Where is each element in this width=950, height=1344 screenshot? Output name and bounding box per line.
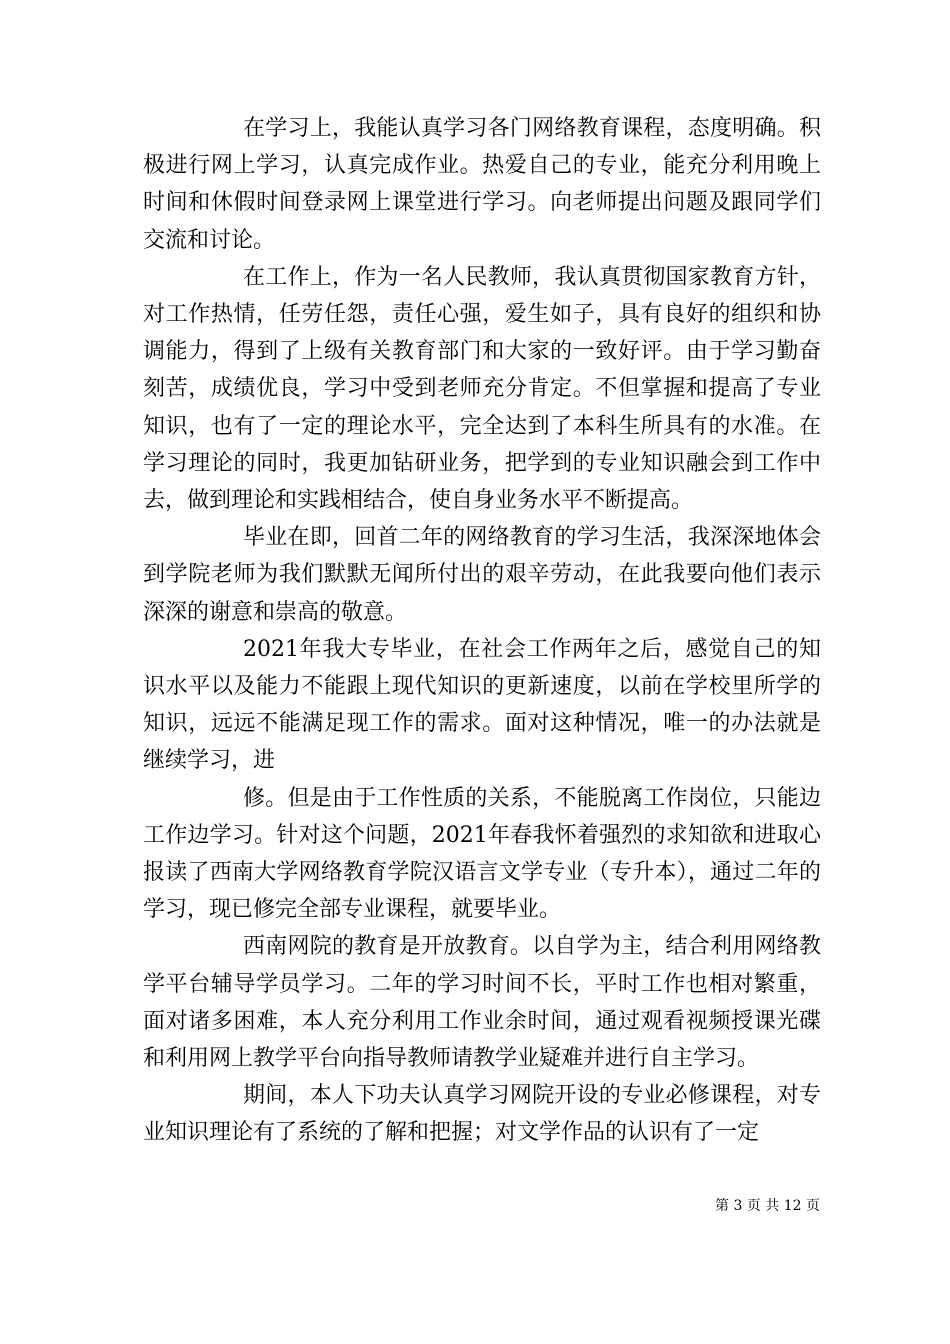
page-number: 第 3 页 共 12 页 [715,1198,820,1214]
paragraph-graduation: 毕业在即，回首二年的网络教育的学习生活，我深深地体会到学院老师为我们默默无闻所付出的艰辛劳动，在此我要向他们表示深深的谢意和崇高的敬意。 [143,525,821,625]
paragraph-work: 在工作上，作为一名人民教师，我认真贯彻国家教育方针，对工作热情，任劳任怨，责任心强，爱生如子，具有良好的组织和协调能力，得到了上级有关教育部门和大家的一致好评。由于学习勤奋刻苦，成绩优良，学习中受到老师充分肯定。不但掌握和提高了专业知识，也有了一定的理论水平，完全达到了本科生所具有的水准。在学习理论的同时，我更加钻研业务，把学到的专业知识融会到工作中去，做到理论和实践相结合，使自身业务水平不断提高。 [143,264,821,514]
paragraph-open-education: 西南网院的教育是开放教育。以自学为主，结合利用网络教学平台辅导学员学习。二年的学习时间不长，平时工作也相对繁重，面对诸多困难，本人充分利用工作业余时间，通过观看视频授课光碟和利用网上教学平台向指导教师请教学业疑难并进行自主学习。 [143,934,821,1072]
paragraph-courses: 期间，本人下功夫认真学习网院开设的专业必修课程，对专业知识理论有了系统的了解和把握；对文学作品的认识有了一定 [143,1083,821,1146]
paragraph-study: 在学习上，我能认真学习各门网络教育课程，态度明确。积极进行网上学习，认真完成作业。热爱自己的专业，能充分利用晚上时间和休假时间登录网上课堂进行学习。向老师提出问题及跟同学们交流和讨论。 [143,116,821,253]
paragraph-background: 2021年我大专毕业，在社会工作两年之后，感觉自己的知识水平以及能力不能跟上现代知识的更新速度，以前在学校里所学的知识，远远不能满足现工作的需求。面对这种情况，唯一的办法就是继续学习，进 [143,636,821,774]
paragraph-enrollment: 修。但是由于工作性质的关系，不能脱离工作岗位，只能边工作边学习。针对这个问题，2021年春我怀着强烈的求知欲和进取心报读了西南大学网络教育学院汉语言文学专业（专升本），通过二年的学习，现已修完全部专业课程，就要毕业。 [143,785,821,923]
document-body [143,110,821,1152]
